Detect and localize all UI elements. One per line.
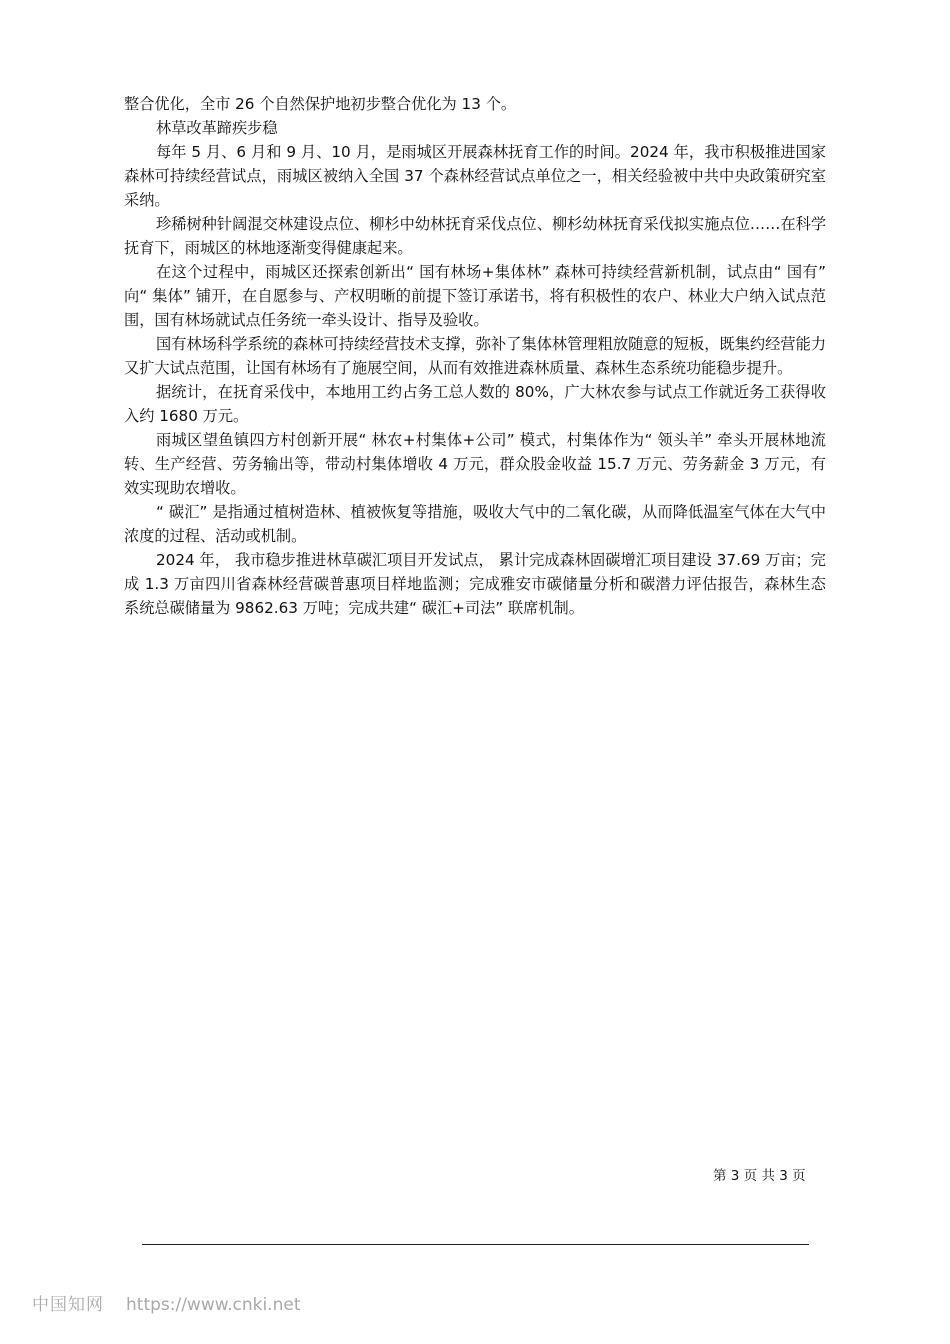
- paragraph: 2024 年， 我市稳步推进林草碳汇项目开发试点， 累计完成森林固碳增汇项目建设 37.69 万亩；完成 1.3 万亩四川省森林经营碳普惠项目样地监测；完成雅安市碳储量分析和碳潜力评估报告，森林生态系统总碳储量为 9862.63 万吨；完成共建“ 碳汇+司法” 联席机制。: [124, 551, 826, 617]
- source-watermark: [32, 1293, 300, 1317]
- paragraph: 珍稀树种针阔混交林建设点位、柳杉中幼林抚育采伐点位、柳杉幼林抚育采伐拟实施点位……在科学抚育下，雨城区的林地逐渐变得健康起来。: [124, 215, 826, 257]
- section-heading: 林草改革蹄疾步稳: [156, 119, 278, 137]
- article-body: [124, 92, 826, 620]
- footer-divider: [142, 1244, 809, 1245]
- paragraph-continuation: 整合优化，全市 26 个自然保护地初步整合优化为 13 个。: [124, 95, 517, 113]
- watermark-brand: 中国知网: [32, 1295, 104, 1315]
- paragraph: 雨城区望鱼镇四方村创新开展“ 林农+村集体+公司” 模式，村集体作为“ 领头羊” 牵头开展林地流转、生产经营、劳务输出等，带动村集体增收 4 万元，群众股金收益 15.7 万元、劳务薪金 3 万元，有效实现助农增收。: [124, 431, 826, 497]
- paragraph: 在这个过程中，雨城区还探索创新出“ 国有林场+集体林” 森林可持续经营新机制，试点由“ 国有” 向“ 集体” 铺开，在自愿参与、产权明晰的前提下签订承诺书，将有积极性的农户、林业大户纳入试点范围，国有林场就试点任务统一牵头设计、指导及验收。: [124, 263, 826, 329]
- paragraph: 据统计，在抚育采伐中，本地用工约占务工总人数的 80%，广大林农参与试点工作就近务工获得收入约 1680 万元。: [124, 383, 826, 425]
- page-number: 第 3 页 共 3 页: [713, 1168, 806, 1184]
- paragraph: 每年 5 月、6 月和 9 月、10 月，是雨城区开展森林抚育工作的时间。2024 年，我市积极推进国家森林可持续经营试点，雨城区被纳入全国 37 个森林经营试点单位之一，相关经验被中共中央政策研究室采纳。: [124, 143, 826, 209]
- watermark-url: https://www.cnki.net: [126, 1295, 301, 1315]
- paragraph: “ 碳汇” 是指通过植树造林、植被恢复等措施，吸收大气中的二氧化碳，从而降低温室气体在大气中浓度的过程、活动或机制。: [124, 503, 826, 545]
- paragraph: 国有林场科学系统的森林可持续经营技术支撑，弥补了集体林管理粗放随意的短板，既集约经营能力又扩大试点范围，让国有林场有了施展空间，从而有效推进森林质量、森林生态系统功能稳步提升。: [124, 335, 826, 377]
